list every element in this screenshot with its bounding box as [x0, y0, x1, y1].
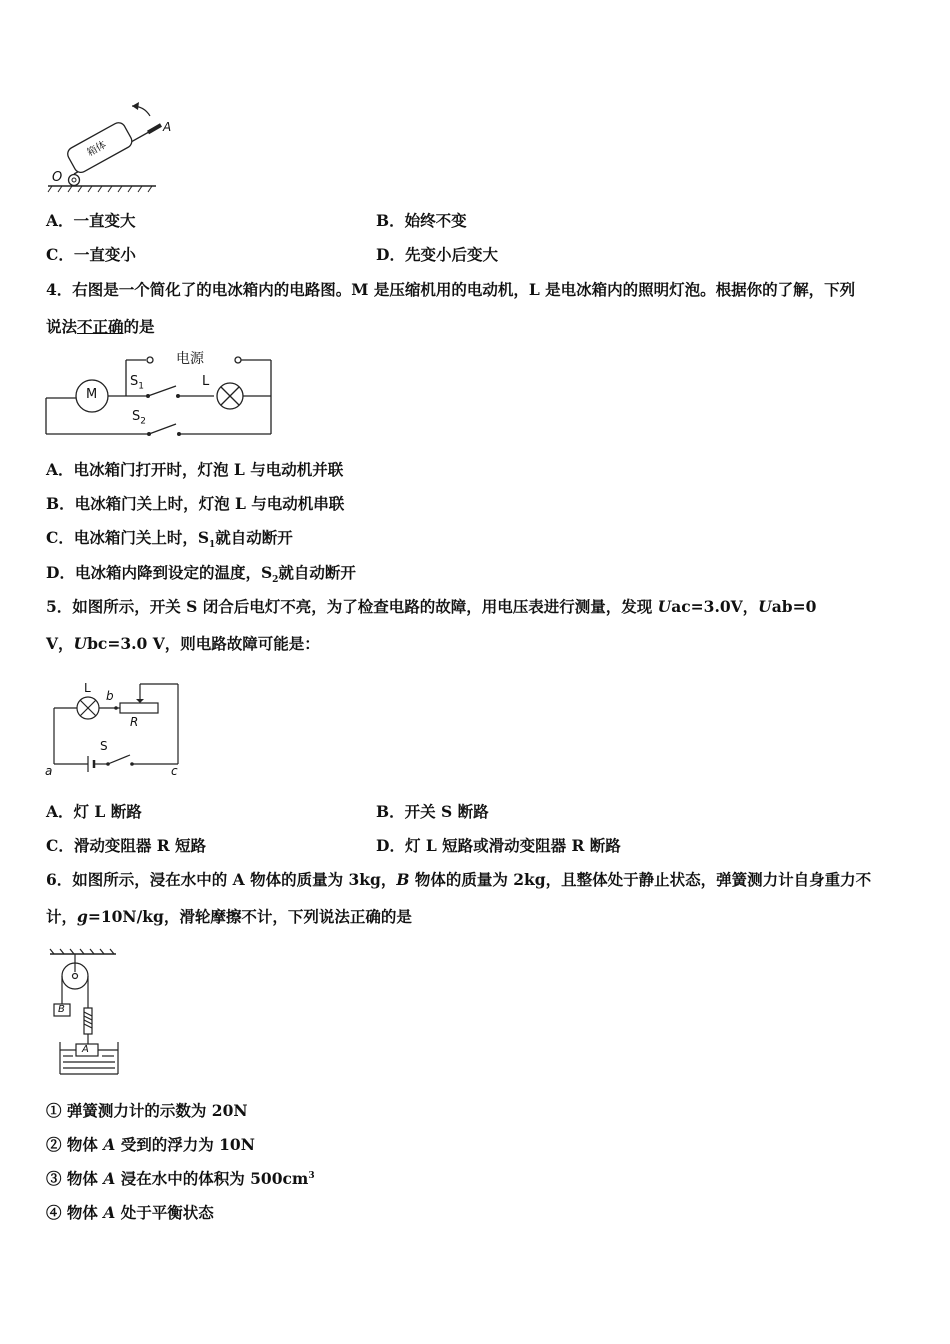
- q6-pulley-figure: [44, 946, 128, 1080]
- q3-option-c: C．一直变小: [46, 245, 136, 264]
- q4-lamp-label: L: [202, 374, 210, 389]
- q4-stem-line2: 说法不正确的是: [46, 317, 155, 336]
- q6-statement-1: ① 弹簧测力计的示数为 20N: [46, 1101, 248, 1120]
- q3-end-label: A: [163, 120, 172, 134]
- q5-option-c: C．滑动变阻器 R 短路: [46, 836, 207, 855]
- q5-circuit-figure: [44, 678, 186, 780]
- q4-option-a: A．电冰箱门打开时，灯泡 L 与电动机并联: [46, 460, 344, 479]
- q5-stem-line1: 5．如图所示，开关 S 闭合后电灯不亮，为了检查电路的故障，用电压表进行测量，发现 Uac=3.0V，Uab=0: [46, 597, 817, 616]
- q6-b-block-label: B: [58, 1004, 65, 1015]
- q3-option-a: A．一直变大: [46, 211, 136, 230]
- q5-b-label: b: [106, 689, 114, 703]
- q6-statement-2: ② 物体 A 受到的浮力为 10N: [46, 1135, 255, 1154]
- q3-box-label: 箱体: [85, 139, 109, 159]
- q4-motor-label: M: [86, 387, 98, 402]
- q6-stem-line2: 计，g=10N/kg，滑轮摩擦不计，下列说法正确的是: [46, 907, 412, 926]
- q5-option-d: D．灯 L 短路或滑动变阻器 R 断路: [376, 836, 621, 855]
- q6-statement-4: ④ 物体 A 处于平衡状态: [46, 1203, 214, 1222]
- q3-option-b: B．始终不变: [376, 211, 467, 230]
- q4-option-c: C．电冰箱门关上时，$S_1$就自动断开: [46, 528, 293, 551]
- q4-underlined-word: 不正确: [77, 317, 124, 336]
- q4-stem-line1: 4．右图是一个简化了的电冰箱内的电路图。M 是压缩机用的电动机，L 是电冰箱内的照明灯泡。根据你的了解，下列: [46, 280, 856, 299]
- q5-option-b: B．开关 S 断路: [376, 802, 489, 821]
- q5-c-label: c: [171, 764, 178, 778]
- q3-lever-figure: [44, 98, 172, 194]
- q3-pivot-label: O: [52, 170, 63, 185]
- q6-stem-line1: 6．如图所示，浸在水中的 A 物体的质量为 3kg，B 物体的质量为 2kg，且整体处于静止状态，弹簧测力计自身重力不: [46, 870, 872, 889]
- q4-power-label: 电源: [176, 351, 204, 367]
- q5-option-a: A．灯 L 断路: [46, 802, 142, 821]
- q5-a-label: a: [45, 764, 53, 778]
- q4-circuit-figure: [44, 346, 276, 438]
- q4-s2-label: $S_2$: [132, 409, 146, 427]
- q5-stem-line2: V，Ubc=3.0 V，则电路故障可能是：: [46, 634, 320, 653]
- q6-a-block-label: A: [82, 1044, 89, 1055]
- q5-s-label: S: [100, 739, 108, 753]
- q5-lamp-label: L: [84, 681, 91, 695]
- q3-option-d: D．先变小后变大: [376, 245, 498, 264]
- q5-r-label: R: [130, 715, 139, 729]
- q4-option-d: D．电冰箱内降到设定的温度，$S_2$就自动断开: [46, 563, 356, 586]
- q6-statement-3: ③ 物体 A 浸在水中的体积为 $500cm^3$: [46, 1169, 315, 1188]
- q4-option-b: B．电冰箱门关上时，灯泡 L 与电动机串联: [46, 494, 345, 513]
- q4-s1-label: $S_1$: [130, 374, 144, 392]
